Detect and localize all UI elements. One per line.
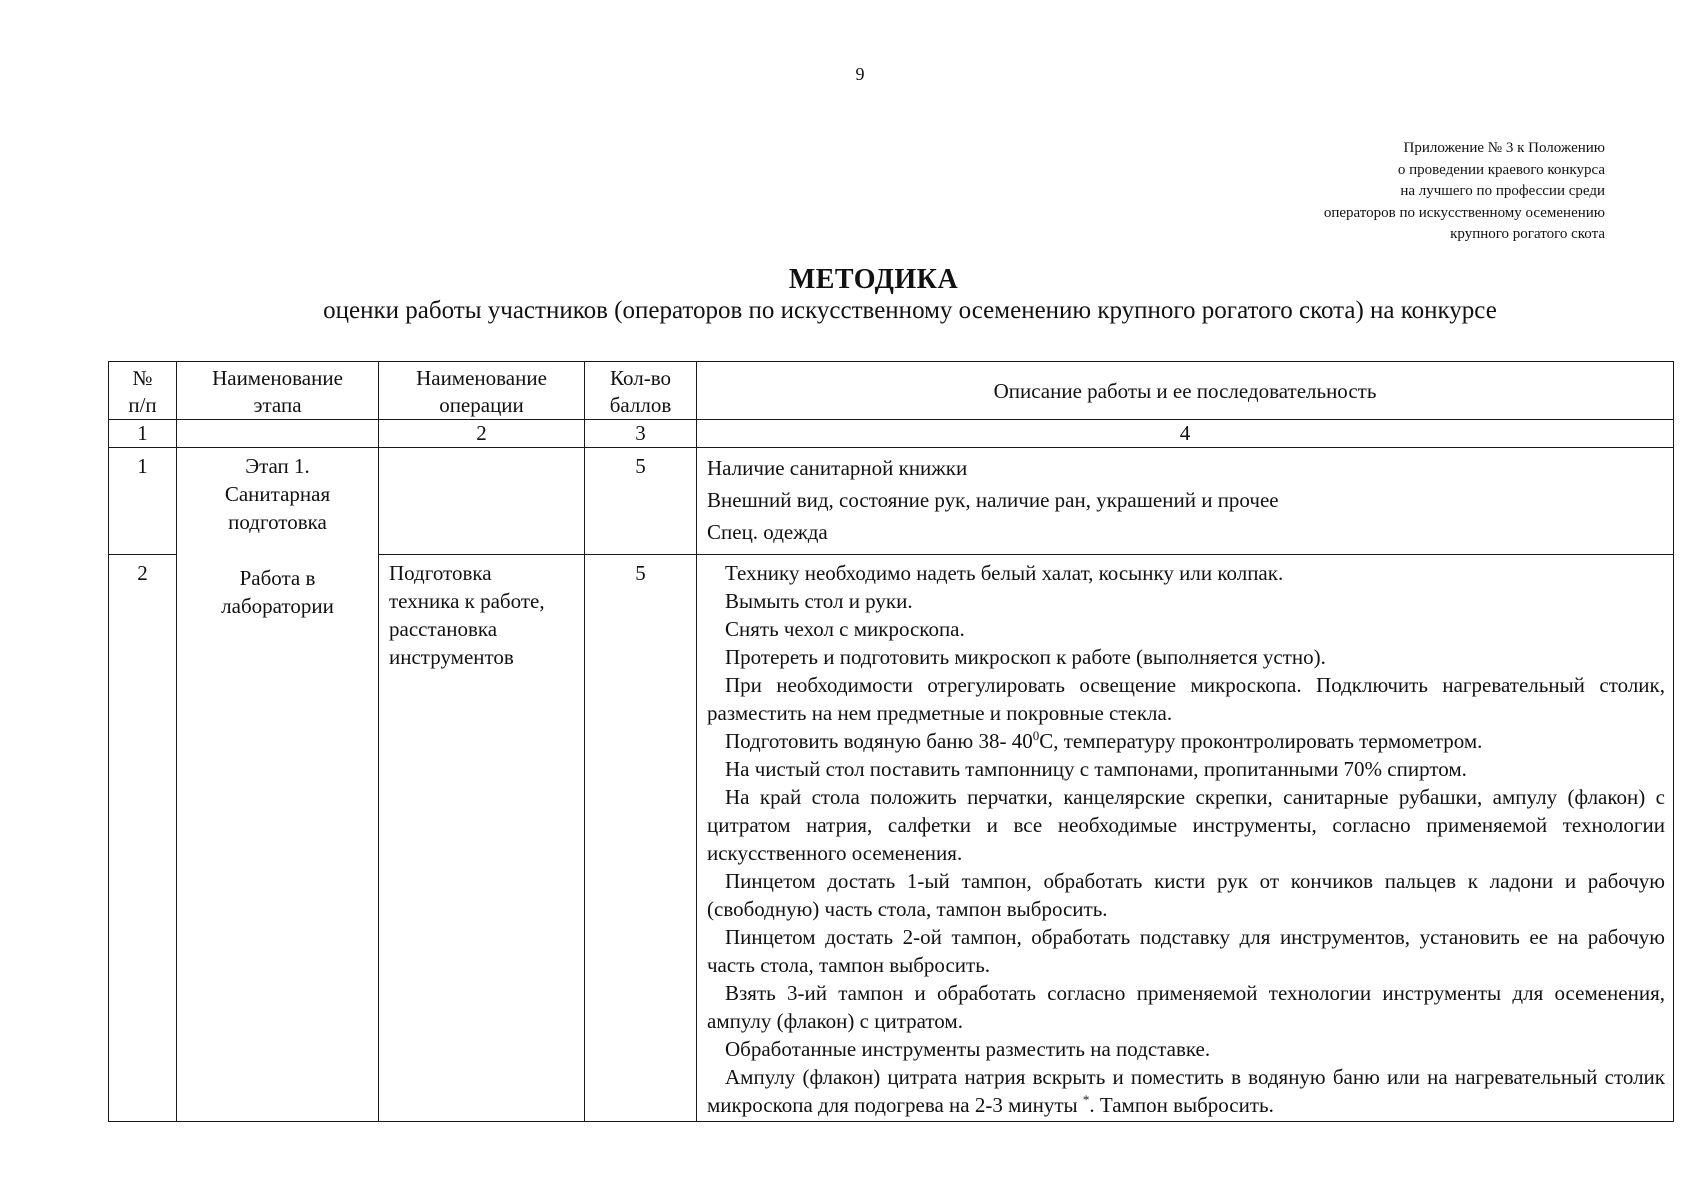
column-number: 3 (585, 420, 697, 448)
operation-cell (379, 448, 585, 555)
stage-line: Санитарная (224, 482, 331, 506)
footnote-mark: * (1082, 1092, 1090, 1107)
description-paragraph: Взять 3-ий тампон и обработать согласно применяемой технологии инструменты для осеменения, ампулу (флакон) с цитратом. (707, 981, 1665, 1033)
description-paragraph: На край стола положить перчатки, канцелярские скрепки, санитарные рубашки, ампулу (флакон) с цитратом натрия, салфетки и все необходимые инструменты, согласно применяемой технологии искусственного осеменения. (707, 785, 1665, 865)
header-stage: Наименование этапа (177, 362, 379, 420)
description-line: Внешний вид, состояние рук, наличие ран, украшений и прочее (707, 488, 1279, 512)
appendix-line: крупного рогатого скота (1450, 226, 1605, 242)
description-paragraph: Пинцетом достать 2-ой тампон, обработать подставку для инструментов, установить ее на рабочую часть стола, тампон выбросить. (707, 925, 1665, 977)
operation-line: техника к работе, (389, 589, 545, 613)
row-num: 1 (109, 448, 177, 555)
header-description: Описание работы и ее последовательность (697, 362, 1674, 420)
evaluation-table (108, 361, 1674, 1122)
document-subtitle: оценки работы участников (операторов по искусственному осеменению крупного рогатого скота) на конкурсе (323, 297, 1497, 324)
row-num: 2 (109, 555, 177, 1122)
description-paragraph: Вымыть стол и руки. (725, 589, 913, 613)
description-paragraph: На чистый стол поставить тампонницу с тампонами, пропитанными 70% спиртом. (725, 757, 1467, 781)
table-row (109, 448, 1674, 555)
header-num: № п/п (109, 362, 177, 420)
degree-superscript: 0 (1032, 728, 1040, 743)
appendix-line: Приложение № 3 к Положению (1403, 140, 1605, 156)
operation-line: Подготовка (389, 561, 492, 585)
column-number: 1 (109, 420, 177, 448)
stage-line: Работа в (239, 566, 316, 590)
appendix-note (1324, 138, 1605, 246)
operation-line: инструментов (389, 645, 514, 669)
appendix-line: операторов по искусственному осеменению (1323, 204, 1605, 221)
description-line: Наличие санитарной книжки (707, 456, 968, 480)
points-cell: 5 (585, 555, 697, 1122)
stage-line: подготовка (228, 510, 327, 534)
operation-cell (379, 555, 585, 1122)
description-paragraph: Подготовить водяную баню 38- $40^0С$, температуру проконтролировать термометром. (725, 728, 1483, 753)
stage-line: лаборатории (221, 594, 334, 618)
description-paragraph: Снять чехол с микроскопа. (725, 617, 965, 641)
operation-line: расстановка (389, 617, 498, 641)
description-paragraph: Обработанные инструменты разместить на подставке. (725, 1037, 1211, 1061)
description-paragraph: При необходимости отрегулировать освещение микроскопа. Подключить нагревательный столик, разместить на нем предметные и покровные стекла. (707, 673, 1665, 725)
column-number: 2 (379, 420, 585, 448)
description-paragraph: Технику необходимо надеть белый халат, косынку или колпак. (725, 561, 1284, 585)
description-cell (697, 448, 1674, 555)
column-number (177, 420, 379, 448)
stage-line: Этап 1. (245, 454, 310, 478)
column-number-row (109, 420, 1674, 448)
document-title: МЕТОДИКА (788, 264, 959, 295)
page-number: 9 (855, 64, 865, 84)
description-line: Спец. одежда (707, 520, 828, 544)
description-cell (697, 555, 1674, 1122)
description-paragraph: Пинцетом достать 1-ый тампон, обработать кисти рук от кончиков пальцев к ладони и рабочую (свободную) часть стола, тампон выбросить. (707, 869, 1665, 921)
stage-name-cell (177, 448, 379, 1122)
description-paragraph: Ампулу (флакон) цитрата натрия вскрыть и поместить в водяную баню или на нагревательный столик микроскопа для подогрева на 2-3 минуты *. Тампон выбросить. (707, 1065, 1665, 1117)
appendix-line: на лучшего по профессии среди (1400, 183, 1605, 199)
table-header-row (109, 362, 1674, 420)
points-cell: 5 (585, 448, 697, 555)
header-points: Кол-во баллов (585, 362, 697, 420)
column-number: 4 (697, 420, 1674, 448)
appendix-line: о проведении краевого конкурса (1397, 161, 1605, 178)
description-paragraph: Протереть и подготовить микроскоп к работе (выполняется устно). (725, 645, 1326, 669)
header-operation: Наименование операции (379, 362, 585, 420)
